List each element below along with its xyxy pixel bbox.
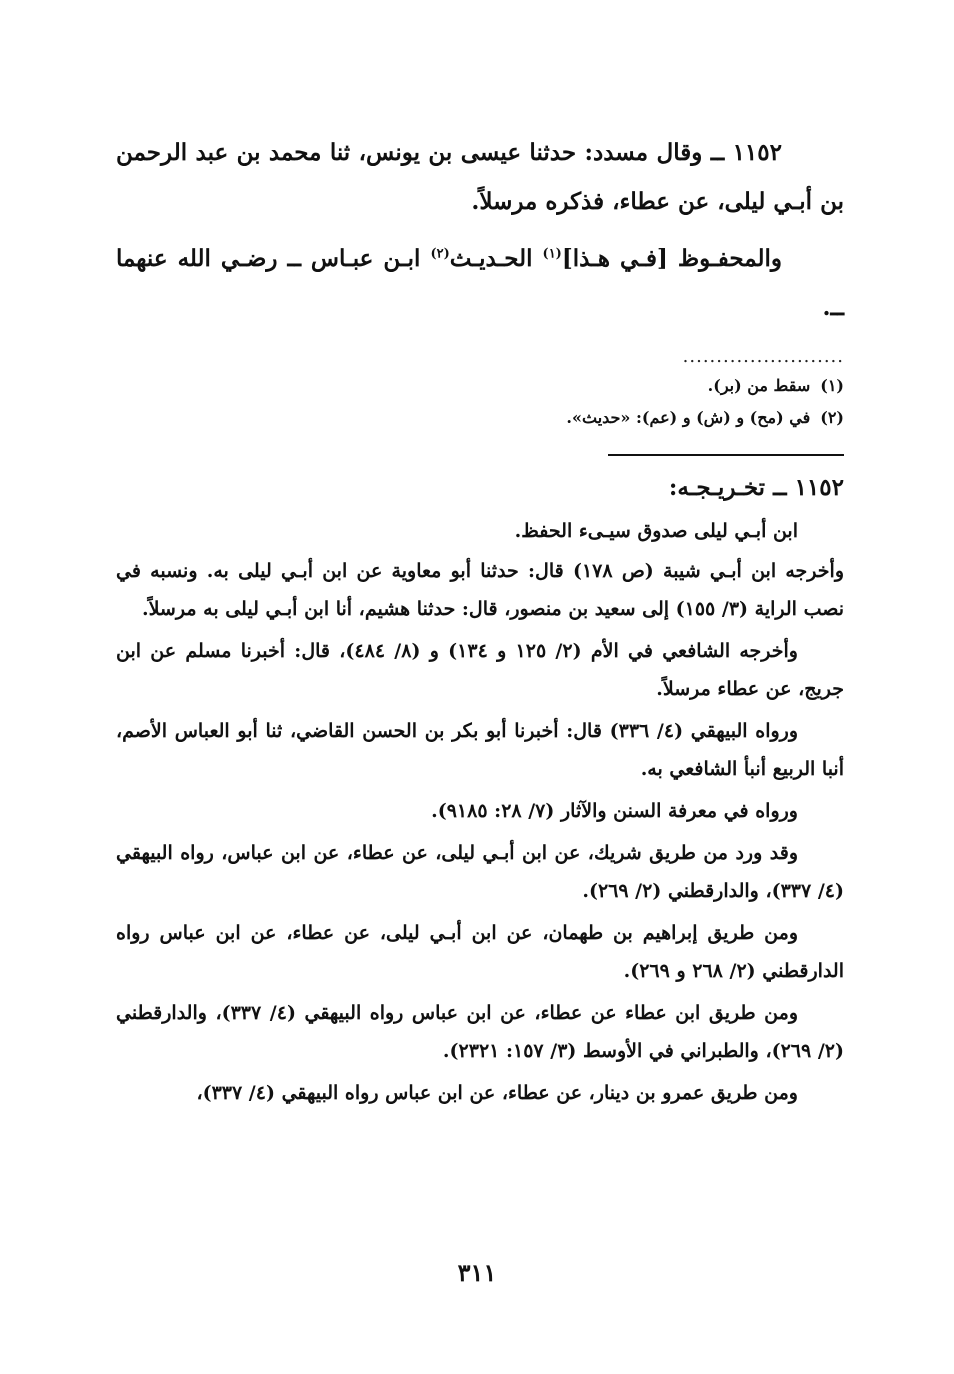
- footnote-ref-1: (١): [542, 246, 562, 262]
- footnote-ref-2: (٢): [430, 246, 450, 262]
- footnote-text: سقط من (بر).: [707, 376, 811, 395]
- footnote-1: [116, 370, 844, 402]
- page-body: [116, 128, 844, 1112]
- hadith-paragraph: ١١٥٢ ــ وقال مسدد: حدثنا عيسى بن يونس، ثنا محمد بن عبد الرحمن بن أبـي ليلى، عن عطاء، فذكره مرسلاً.: [116, 139, 844, 215]
- takhrij-paragraph: وأخرجه ابن أبـي شيبة (ص ١٧٨) قال: حدثنا أبو معاوية عن ابن أبـي ليلى به. ونسبه في نصب الراية (٣/ ١٥٥) إلى سعيد بن منصور، قال: حدثنا هشيم، أنا ابن أبـي ليلى به مرسلاً.: [116, 560, 844, 620]
- takhrij-heading: ١١٥٢ ــ تخـريـجـه:: [668, 474, 844, 501]
- takhrij-paragraph: ورواه البيهقي (٤/ ٣٣٦) قال: أخبرنا أبو بكر بن الحسن القاضي، ثنا أبو العباس الأصم، أنبا الربيع أنبأ الشافعي به.: [116, 720, 844, 780]
- takhrij-paragraph: وقد ورد من طريق شريك، عن ابن أبـي ليلى، عن عطاء، عن ابن عباس، رواه البيهقي (٤/ ٣٣٧)، والدارقطني (٢/ ٢٦٩).: [116, 842, 844, 902]
- footnote-number: (١): [820, 376, 844, 395]
- section-divider: [608, 454, 844, 456]
- footnote-2: [116, 402, 844, 434]
- takhrij-section: [116, 512, 844, 1112]
- footnotes: [116, 370, 844, 434]
- takhrij-paragraph: وأخرجه الشافعي في الأم (٢/ ١٢٥ و ١٣٤) و (٨/ ٤٨٤)، قال: أخبرنا مسلم عن ابن جريج، عن عطاء مرسلاً.: [116, 640, 844, 700]
- footnote-separator: ........................: [682, 348, 844, 366]
- takhrij-paragraph: ابن أبـي ليلى صدوق سيـىء الحفظ.: [514, 520, 798, 542]
- note-text-part: الحـديـث: [449, 245, 543, 272]
- note-text-part: ابـن عبـاس ــ رضـي الله عنهما ــ.: [116, 245, 844, 321]
- takhrij-paragraph: ومن طريق عمرو بن دينار، عن عطاء، عن ابن عباس رواه البيهقي (٤/ ٣٣٧)،: [196, 1082, 798, 1104]
- takhrij-paragraph: ورواه في معرفة السنن والآثار (٧/ ٢٨: ٩١٨٥).: [431, 800, 798, 822]
- main-text: [116, 128, 844, 332]
- footnote-number: (٢): [820, 408, 844, 427]
- page-number: ٣١١: [457, 1258, 497, 1287]
- takhrij-paragraph: ومن طريق إبراهيم بن طهمان، عن ابن أبـي ليلى، عن عطاء، عن ابن عباس رواه الدارقطني (٢/ ٢٦٨ و ٢٦٩).: [116, 922, 844, 982]
- takhrij-paragraph: ومن طريق ابن عطاء عن عطاء، عن ابن عباس رواه البيهقي (٤/ ٣٣٧)، والدارقطني (٢/ ٢٦٩)، والطبراني في الأوسط (٣/ ١٥٧: ٢٣٢١).: [116, 1002, 844, 1062]
- footnote-text: في (مح) و (ش) و (عم): «حديث».: [566, 408, 811, 427]
- note-paragraph: [116, 234, 844, 332]
- note-text-part: والمحفـوظ [فـي هـذا]: [561, 245, 782, 272]
